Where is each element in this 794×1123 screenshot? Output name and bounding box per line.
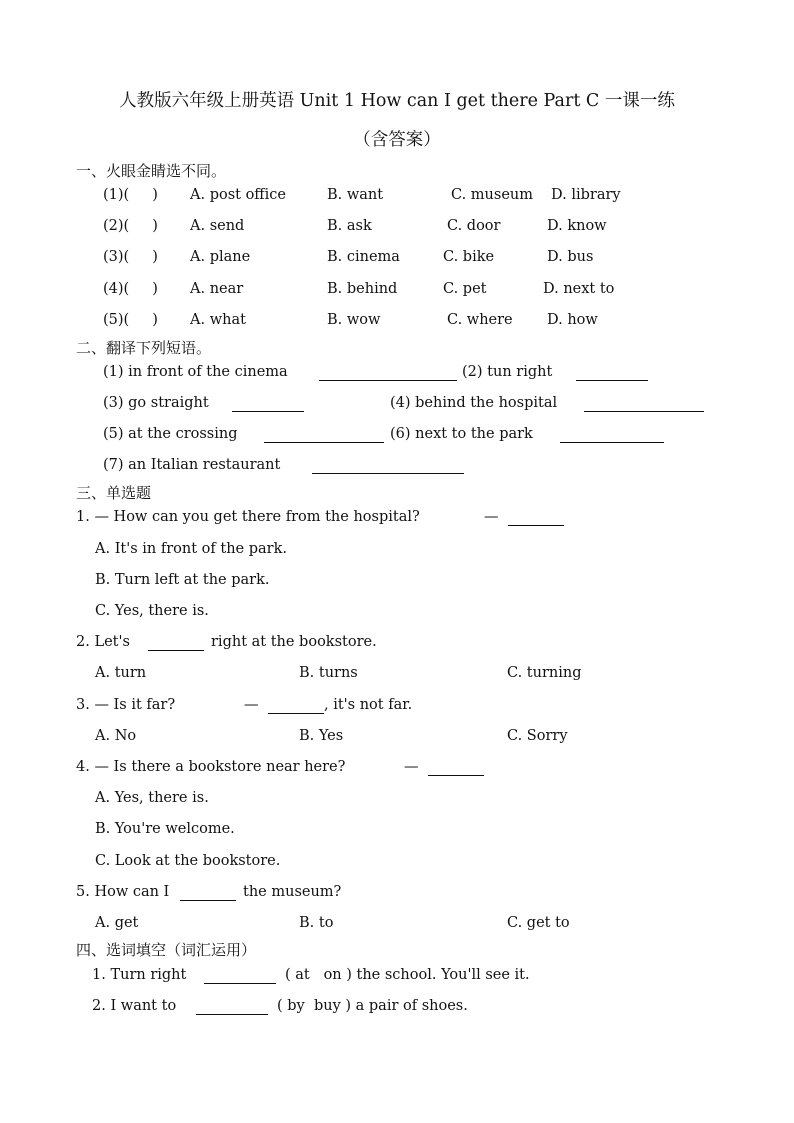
fill-2-pre: 2. I want to [92, 998, 177, 1014]
option-b: B. Yes [299, 728, 344, 744]
dash: — [484, 509, 499, 525]
answer-blank[interactable] [319, 366, 457, 381]
answer-blank[interactable] [148, 636, 204, 651]
answer-blank[interactable] [428, 761, 484, 776]
option-d: D. library [551, 187, 621, 203]
option-c: C. museum [451, 187, 533, 203]
item-number: (4)( ) [103, 281, 158, 297]
question-4-stem: 4. — Is there a bookstore near here? [76, 759, 346, 775]
option-b: B. wow [327, 312, 381, 328]
option-a: A. It's in front of the park. [95, 541, 287, 557]
dash: — [244, 697, 259, 713]
question-5-stem-pre: 5. How can I [76, 884, 170, 900]
option-b: B. ask [327, 218, 372, 234]
item-number: (5)( ) [103, 312, 158, 328]
option-a: A. post office [190, 187, 286, 203]
answer-blank[interactable] [268, 699, 324, 714]
phrase-3: (3) go straight [103, 395, 209, 411]
answer-blank[interactable] [196, 1000, 268, 1015]
option-a: A. near [190, 281, 244, 297]
phrase-2: (2) tun right [462, 364, 553, 380]
answer-blank[interactable] [560, 428, 664, 443]
answer-blank[interactable] [576, 366, 648, 381]
phrase-4: (4) behind the hospital [390, 395, 558, 411]
item-number: (2)( ) [103, 218, 158, 234]
option-b: B. behind [327, 281, 398, 297]
option-c: C. get to [507, 915, 570, 931]
option-a: A. get [95, 915, 139, 931]
option-a: A. Yes, there is. [95, 790, 209, 806]
page-title: 人教版六年级上册英语 Unit 1 How can I get there Part C 一课一练 [119, 91, 675, 111]
option-c: C. pet [443, 281, 487, 297]
option-c: C. where [447, 312, 513, 328]
section-4-heading: 四、选词填空（词汇运用） [76, 941, 257, 959]
option-c: C. Sorry [507, 728, 568, 744]
option-c: C. Look at the bookstore. [95, 853, 281, 869]
page-subtitle: （含答案） [353, 130, 441, 150]
section-3-heading: 三、单选题 [76, 484, 152, 502]
fill-2-post: ( by buy ) a pair of shoes. [277, 998, 468, 1014]
option-d: D. next to [543, 281, 615, 297]
option-c: C. Yes, there is. [95, 603, 209, 619]
section-2-heading: 二、翻译下列短语。 [76, 339, 212, 357]
option-b: B. turns [299, 665, 358, 681]
fill-1-pre: 1. Turn right [92, 967, 187, 983]
option-c: C. door [447, 218, 501, 234]
option-a: A. what [190, 312, 246, 328]
phrase-1: (1) in front of the cinema [103, 364, 288, 380]
option-a: A. No [95, 728, 137, 744]
answer-blank[interactable] [264, 428, 384, 443]
item-number: (3)( ) [103, 249, 158, 265]
option-b: B. want [327, 187, 384, 203]
question-3-stem-post: , it's not far. [324, 697, 413, 713]
dash: — [404, 759, 419, 775]
option-b: B. Turn left at the park. [95, 572, 270, 588]
section-1-heading: 一、火眼金睛选不同。 [76, 162, 227, 180]
phrase-6: (6) next to the park [390, 426, 533, 442]
answer-blank[interactable] [204, 969, 276, 984]
answer-blank[interactable] [180, 886, 236, 901]
option-b: B. You're welcome. [95, 821, 235, 837]
fill-1-post: ( at on ) the school. You'll see it. [285, 967, 530, 983]
answer-blank[interactable] [232, 397, 304, 412]
question-1-stem: 1. — How can you get there from the hospital? [76, 509, 420, 525]
option-b: B. to [299, 915, 334, 931]
question-2-stem-pre: 2. Let's [76, 634, 130, 650]
phrase-5: (5) at the crossing [103, 426, 238, 442]
item-number: (1)( ) [103, 187, 158, 203]
option-a: A. plane [190, 249, 251, 265]
option-d: D. bus [547, 249, 594, 265]
option-d: D. how [547, 312, 598, 328]
question-2-stem-post: right at the bookstore. [211, 634, 377, 650]
option-c: C. bike [443, 249, 495, 265]
answer-blank[interactable] [312, 459, 464, 474]
option-c: C. turning [507, 665, 582, 681]
question-3-stem-pre: 3. — Is it far? [76, 697, 176, 713]
answer-blank[interactable] [508, 511, 564, 526]
phrase-7: (7) an Italian restaurant [103, 457, 281, 473]
answer-blank[interactable] [584, 397, 704, 412]
question-5-stem-post: the museum? [243, 884, 342, 900]
option-b: B. cinema [327, 249, 400, 265]
option-a: A. send [190, 218, 245, 234]
option-d: D. know [547, 218, 607, 234]
option-a: A. turn [95, 665, 147, 681]
